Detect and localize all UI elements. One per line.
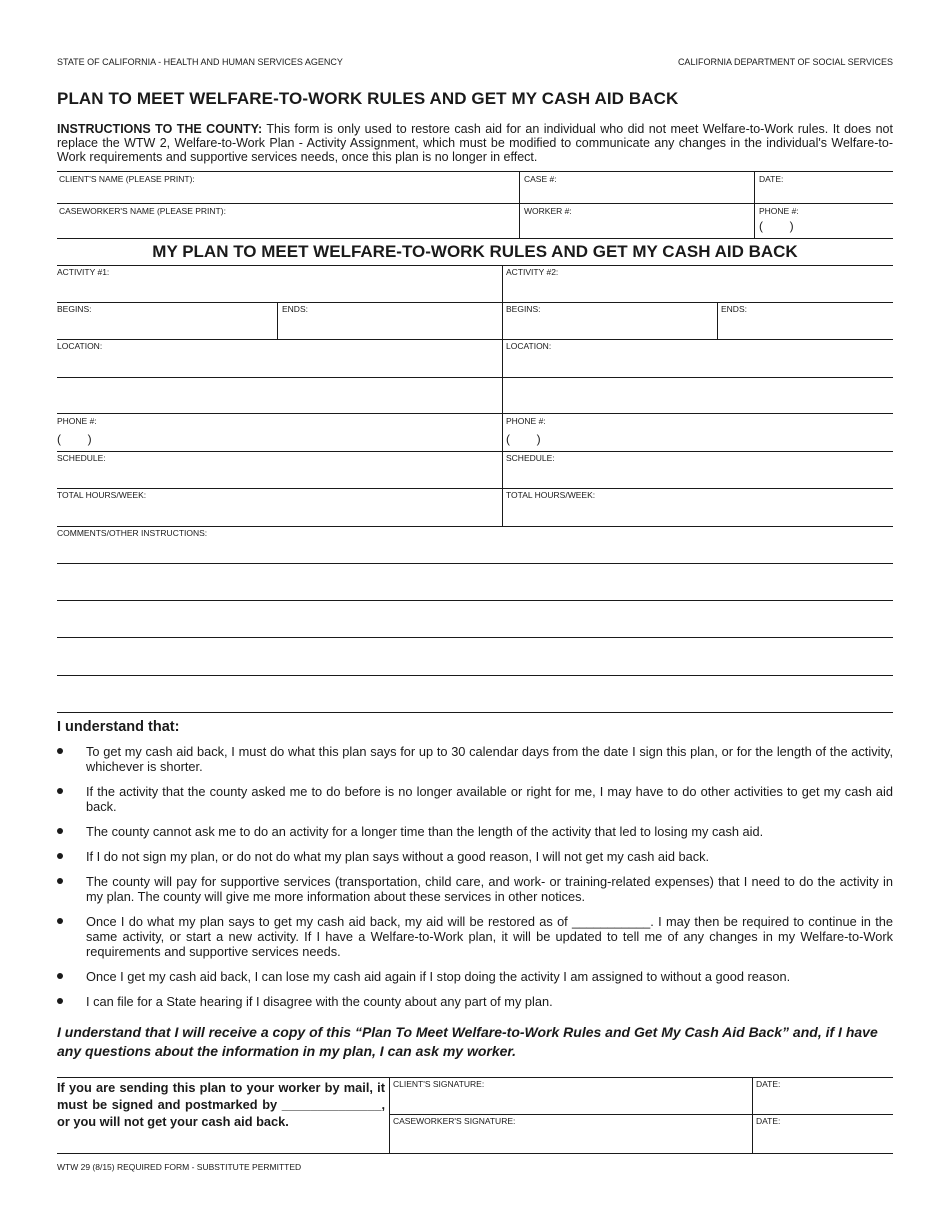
list-item-text: If I do not sign my plan, or do not do what my plan says without a good reason, I will not get my cash aid back. bbox=[86, 849, 710, 864]
divider bbox=[277, 302, 278, 339]
activity-1-phone-area-code: ( ) bbox=[57, 432, 92, 446]
rule bbox=[57, 526, 893, 527]
bullet-icon bbox=[57, 973, 63, 979]
list-item bbox=[57, 914, 893, 959]
bullet-icon bbox=[57, 853, 63, 859]
rule bbox=[389, 1114, 893, 1115]
rule bbox=[57, 339, 893, 340]
activity-1-ends-field[interactable]: ENDS: bbox=[282, 304, 308, 314]
form-footer: WTW 29 (8/15) REQUIRED FORM - SUBSTITUTE PERMITTED bbox=[57, 1162, 302, 1172]
divider bbox=[717, 302, 718, 339]
activity-1-begins-field[interactable]: BEGINS: bbox=[57, 304, 92, 314]
divider bbox=[754, 171, 755, 238]
activity-1-schedule-field[interactable]: SCHEDULE: bbox=[57, 453, 106, 463]
bullet-icon bbox=[57, 878, 63, 884]
bullet-icon bbox=[57, 748, 63, 754]
bullet-icon bbox=[57, 918, 63, 924]
rule bbox=[57, 712, 893, 713]
instructions-label: INSTRUCTIONS TO THE COUNTY: bbox=[57, 122, 263, 136]
caseworker-name-field[interactable]: CASEWORKER'S NAME (PLEASE PRINT): bbox=[59, 206, 226, 216]
list-item-text: The county cannot ask me to do an activity for a longer time than the length of the activity that led to losing my cash aid. bbox=[86, 824, 764, 839]
rule bbox=[57, 675, 893, 676]
rule bbox=[57, 302, 893, 303]
list-item-text: I can file for a State hearing if I disagree with the county about any part of my plan. bbox=[86, 994, 553, 1009]
rule bbox=[57, 203, 893, 204]
understand-heading: I understand that: bbox=[57, 719, 180, 735]
list-item bbox=[57, 874, 893, 904]
mail-deadline-note: If you are sending this plan to your worker by mail, it must be signed and postmarked by ______________, or you will not get your cash aid back. bbox=[57, 1080, 385, 1129]
activity-2-ends-field[interactable]: ENDS: bbox=[721, 304, 747, 314]
list-item bbox=[57, 969, 893, 984]
list-item-text: If the activity that the county asked me to do before is no longer available or right for me, I may have to do other activities to get my cash aid back. bbox=[86, 784, 893, 814]
bullet-icon bbox=[57, 998, 63, 1004]
activity-2-hours-field[interactable]: TOTAL HOURS/WEEK: bbox=[506, 490, 596, 500]
caseworker-signature-field[interactable]: CASEWORKER'S SIGNATURE: bbox=[393, 1116, 516, 1126]
rule bbox=[57, 1077, 893, 1078]
divider bbox=[502, 265, 503, 526]
activity-1-location-field[interactable]: LOCATION: bbox=[57, 341, 103, 351]
list-item bbox=[57, 744, 893, 774]
rule bbox=[57, 451, 893, 452]
rule bbox=[57, 171, 893, 172]
plan-title: MY PLAN TO MEET WELFARE-TO-WORK RULES AND GET MY CASH AID BACK bbox=[152, 242, 798, 261]
divider bbox=[519, 171, 520, 238]
list-item bbox=[57, 784, 893, 814]
list-item bbox=[57, 849, 893, 864]
client-signature-field[interactable]: CLIENT'S SIGNATURE: bbox=[393, 1079, 485, 1089]
list-item bbox=[57, 994, 893, 1009]
rule bbox=[57, 600, 893, 601]
activity-2-phone-area-code: ( ) bbox=[506, 432, 541, 446]
list-item-text: Once I get my cash aid back, I can lose my cash aid again if I stop doing the activity I am assigned to without a good reason. bbox=[86, 969, 791, 984]
rule bbox=[57, 1153, 893, 1154]
caseworker-phone-area-code: ( ) bbox=[759, 219, 794, 233]
list-item bbox=[57, 824, 893, 839]
rule bbox=[57, 413, 893, 414]
bullet-icon bbox=[57, 788, 63, 794]
rule bbox=[57, 637, 893, 638]
activity-1-hours-field[interactable]: TOTAL HOURS/WEEK: bbox=[57, 490, 147, 500]
caseworker-signature-date-field[interactable]: DATE: bbox=[756, 1116, 781, 1126]
activity-2-begins-field[interactable]: BEGINS: bbox=[506, 304, 541, 314]
activity-2-location-field[interactable]: LOCATION: bbox=[506, 341, 552, 351]
comments-field[interactable]: COMMENTS/OTHER INSTRUCTIONS: bbox=[57, 528, 208, 538]
client-name-field[interactable]: CLIENT'S NAME (PLEASE PRINT): bbox=[59, 174, 195, 184]
form-title: PLAN TO MEET WELFARE-TO-WORK RULES AND GET MY CASH AID BACK bbox=[57, 89, 679, 108]
rule bbox=[57, 238, 893, 239]
understand-list bbox=[57, 744, 893, 1019]
department-header: CALIFORNIA DEPARTMENT OF SOCIAL SERVICES bbox=[677, 57, 893, 67]
rule bbox=[57, 563, 893, 564]
rule bbox=[57, 265, 893, 266]
list-item-text: Once I do what my plan says to get my cash aid back, my aid will be restored as of ___________. I may then be required to continue in the same activity, or start a new activity. If I have a Welfare-to-Work plan, it will be updated to tell me of any changes in my Welfare-to-Work requirements and supportive services needs. bbox=[86, 914, 893, 959]
activity-2-schedule-field[interactable]: SCHEDULE: bbox=[506, 453, 555, 463]
copy-note: I understand that I will receive a copy of this “Plan To Meet Welfare-to-Work Rules and Get My Cash Aid Back” and, if I have any questions about the information in my plan, I can ask my worker. bbox=[57, 1024, 878, 1059]
case-number-field[interactable]: CASE #: bbox=[524, 174, 557, 184]
county-instructions bbox=[57, 122, 893, 164]
worker-number-field[interactable]: WORKER #: bbox=[524, 206, 572, 216]
rule bbox=[57, 488, 893, 489]
list-item-text: To get my cash aid back, I must do what this plan says for up to 30 calendar days from the date I sign this plan, or for the length of the activity, whichever is shorter. bbox=[86, 744, 893, 774]
activity-1-phone-field[interactable]: PHONE #: bbox=[57, 416, 97, 426]
divider bbox=[752, 1077, 753, 1153]
activity-2-field[interactable]: ACTIVITY #2: bbox=[506, 267, 559, 277]
activity-1-field[interactable]: ACTIVITY #1: bbox=[57, 267, 110, 277]
agency-header: STATE OF CALIFORNIA - HEALTH AND HUMAN SERVICES AGENCY bbox=[57, 57, 343, 67]
caseworker-phone-field[interactable]: PHONE #: bbox=[759, 206, 799, 216]
activity-2-phone-field[interactable]: PHONE #: bbox=[506, 416, 546, 426]
instructions-text: This form is only used to restore cash aid for an individual who did not meet Welfare-to-Work rules. It does not replace the WTW 2, Welfare-to-Work Plan - Activity Assignment, which must be modified to communicate any changes in the individual's Welfare-to-Work requirements and supportive services needs, once this plan is no longer in effect. bbox=[57, 122, 893, 164]
divider bbox=[389, 1077, 390, 1153]
list-item-text: The county will pay for supportive services (transportation, child care, and work- or training-related expenses) that I need to do the activity in my plan. The county will give me more information about these services in other notices. bbox=[86, 874, 893, 904]
rule bbox=[57, 377, 893, 378]
bullet-icon bbox=[57, 828, 63, 834]
client-signature-date-field[interactable]: DATE: bbox=[756, 1079, 781, 1089]
date-field[interactable]: DATE: bbox=[759, 174, 784, 184]
